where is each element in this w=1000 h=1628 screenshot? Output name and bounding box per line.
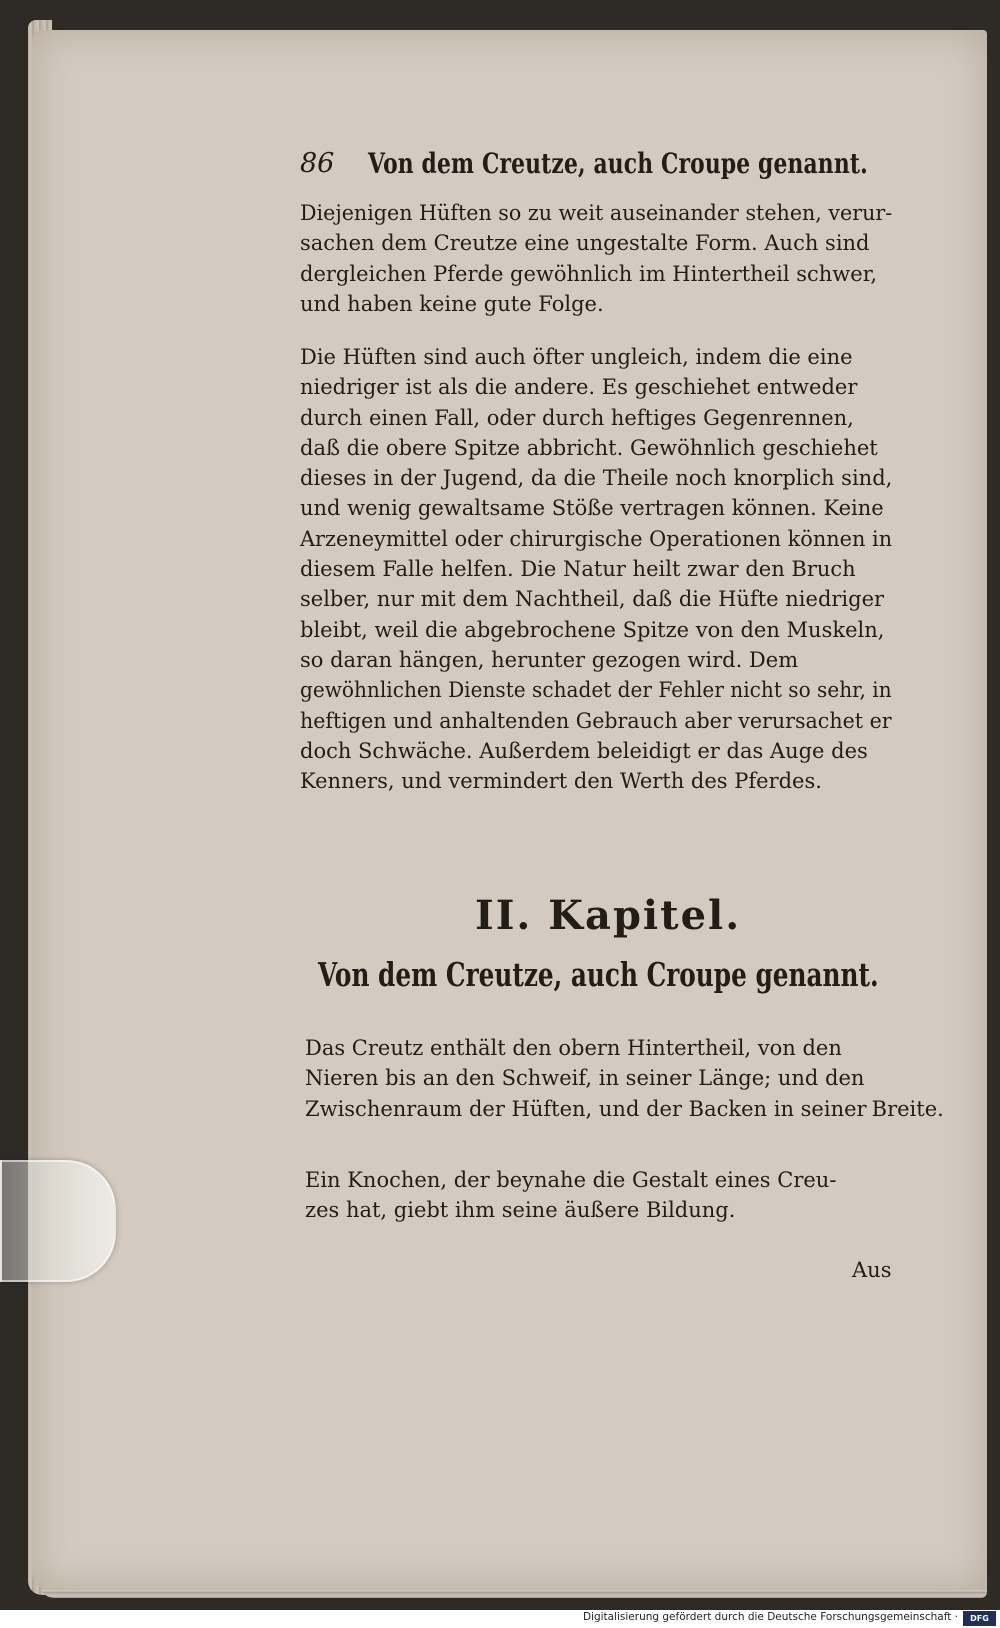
text-line: Das Creutz enthält den obern Hintertheil, von den	[305, 1036, 842, 1060]
running-title: Von dem Creutze, auch Croupe genannt.	[368, 147, 868, 180]
text-line: dieses in der Jugend, da die Theile noch knorplich sind,	[300, 466, 893, 491]
text-line: sachen dem Creutze eine ungestalte Form. Auch sind	[300, 231, 870, 256]
text-line: heftigen und anhaltenden Gebrauch aber verursachet er	[300, 708, 892, 733]
text-line: Diejenigen Hüften so zu weit auseinander stehen, verur-	[300, 201, 893, 225]
paragraph	[300, 198, 1000, 319]
footer-credit: Digitalisierung gefördert durch die Deutsche Forschungsgemeinschaft ·	[582, 1611, 958, 1623]
text-line: dergleichen Pferde gewöhnlich im Hintertheil schwer,	[300, 261, 878, 286]
text-line: selber, nur mit dem Nachtheil, daß die Hüfte niedriger	[300, 587, 885, 612]
text-line: Kenners, und vermindert den Werth des Pferdes.	[300, 769, 822, 794]
text-line: doch Schwäche. Außerdem beleidigt er das Auge des	[300, 738, 868, 763]
paragraph	[305, 1033, 1000, 1124]
page-number: 86	[300, 148, 335, 179]
text-line: und haben keine gute Folge.	[300, 291, 604, 316]
text-line: Ein Knochen, der beynahe die Gestalt eines Creu-	[305, 1168, 837, 1192]
text-line: daß die obere Spitze abbricht. Gewöhnlich geschiehet	[300, 435, 878, 460]
text-line: bleibt, weil die abgebrochene Spitze von den Muskeln,	[300, 617, 885, 642]
paragraph	[305, 1165, 1000, 1226]
text-line: Zwischenraum der Hüften, und der Backen in seiner	[305, 1096, 867, 1121]
text-line: Nieren bis an den Schweif, in seiner Länge; und den	[305, 1066, 865, 1091]
paragraph	[300, 342, 1000, 796]
text-line: niedriger ist als die andere. Es geschiehet entweder	[300, 375, 858, 400]
text-line: Arzeneymittel oder chirurgische Operationen können in	[300, 526, 893, 551]
text-line: und wenig gewaltsame Stöße vertragen können. Keine	[300, 496, 884, 521]
text-line: so daran hängen, herunter gezogen wird. Dem	[300, 647, 799, 672]
page-clip	[0, 1160, 116, 1282]
dfg-logo: DFG	[963, 1611, 996, 1626]
catchword: Aus	[852, 1258, 892, 1282]
text-line: gewöhnlichen Dienste schadet der Fehler nicht so sehr, in	[300, 678, 892, 703]
text-line: zes hat, giebt ihm seine äußere Bildung.	[305, 1198, 736, 1223]
text-line: Die Hüften sind auch öfter ungleich, indem die eine	[300, 345, 853, 369]
chapter-title: Von dem Creutze, auch Croupe genannt.	[318, 955, 879, 994]
chapter-heading: II. Kapitel.	[475, 892, 742, 939]
text-line: Breite.	[871, 1096, 944, 1121]
text-line: durch einen Fall, oder durch heftiges Gegenrennen,	[300, 405, 854, 430]
text-line: diesem Falle helfen. Die Natur heilt zwar den Bruch	[300, 557, 856, 582]
